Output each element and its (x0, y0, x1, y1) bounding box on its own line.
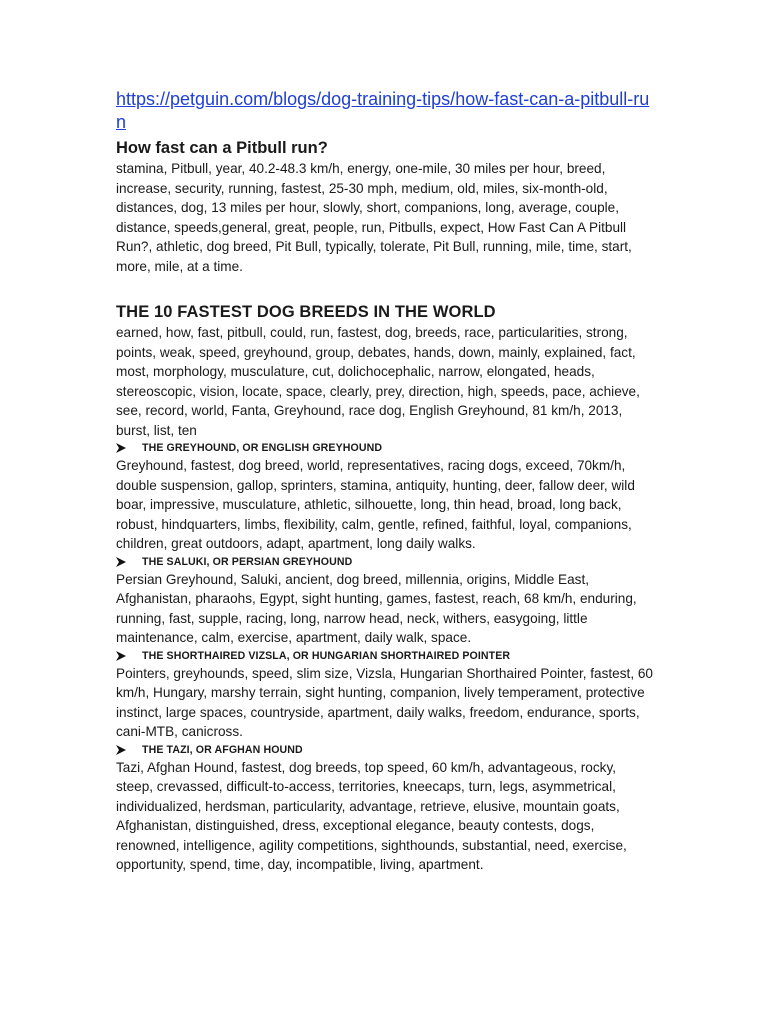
subsection-body-saluki: Persian Greyhound, Saluki, ancient, dog breed, millennia, origins, Middle East, Afghanistan, pharaohs, Egypt, sight hunting, games, fastest, reach, 68 km/h, enduring, running, fast, supple, racing, long, narrow head, neck, withers, easygoing, little maintenance, calm, exercise, apartment, daily walk, space. (116, 571, 637, 645)
document-page (116, 88, 656, 875)
subheading-title: THE GREYHOUND, OR ENGLISH GREYHOUND (142, 442, 383, 454)
subheading-saluki (116, 554, 656, 570)
arrowhead-bullet-icon (116, 443, 126, 453)
subheading-title: THE SHORTHAIRED VIZSLA, OR HUNGARIAN SHORTHAIRED POINTER (142, 649, 511, 662)
subsection-body-vizsla: Pointers, greyhounds, speed, slim size, Vizsla, Hungarian Shorthaired Pointer, fastest, 60 km/h, Hungary, marshy terrain, sight hunting, companion, lively temperament, protective instinct, large spaces, countryside, apartment, daily walks, freedom, endurance, sports, cani-MTB, canicross. (116, 665, 653, 739)
arrowhead-bullet-icon (116, 745, 126, 755)
subheading-vizsla (116, 648, 656, 664)
subheading-title: THE TAZI, OR AFGHAN HOUND (142, 743, 303, 756)
subheading-tazi (116, 742, 656, 758)
section-body-pitbull: stamina, Pitbull, year, 40.2-48.3 km/h, energy, one-mile, 30 miles per hour, breed, increase, security, running, fastest, 25-30 mph, medium, old, miles, six-month-old, distances, dog, 13 miles per hour, slowly, short, companions, long, average, couple, distance, speeds,general, great, people, run, Pitbulls, expect, How Fast Can A Pitbull Run?, athletic, dog breed, Pit Bull, typically, tolerate, Pit Bull, running, mile, time, start, more, mile, at a time. (116, 161, 632, 274)
arrowhead-bullet-icon (116, 651, 126, 661)
section-body-fastest-breeds: earned, how, fast, pitbull, could, run, fastest, dog, breeds, race, particularities, strong, points, weak, speed, greyhound, group, debates, hands, down, mainly, explained, fact, most, morphology, musculature, cut, dolichocephalic, narrow, elongated, heads, stereoscopic, vision, locate, space, clearly, prey, direction, high, speeds, pace, achieve, see, record, world, Fanta, Greyhound, race dog, English Greyhound, 81 km/h, 2013, burst, list, ten (116, 325, 640, 438)
subsection-body-greyhound: Greyhound, fastest, dog breed, world, representatives, racing dogs, exceed, 70km/h, double suspension, gallop, sprinters, stamina, antiquity, hunting, deer, fallow deer, wild boar, impressive, musculature, athletic, silhouette, long, thin head, broad, long back, robust, hindquarters, limbs, flexibility, calm, gentle, refined, faithful, loyal, companions, children, great outdoors, adapt, apartment, long daily walks. (116, 458, 635, 551)
subheading-greyhound (116, 440, 656, 456)
arrowhead-bullet-icon (116, 557, 126, 567)
subsection-body-tazi: Tazi, Afghan Hound, fastest, dog breeds, top speed, 60 km/h, advantageous, rocky, steep, crevassed, difficult-to-access, territories, kneecaps, turn, legs, asymmetrical, individualized, herdsman, particularity, advantage, retrieve, elusive, mountain goats, Afghanistan, distinguished, dress, exceptional elegance, beauty contests, dogs, renowned, intelligence, agility competitions, sighthounds, substantial, need, exercise, opportunity, spend, time, day, incompatible, living, apartment. (116, 759, 627, 872)
section-title-pitbull: How fast can a Pitbull run? (116, 139, 328, 157)
section-title-fastest-breeds: THE 10 FASTEST DOG BREEDS IN THE WORLD (116, 303, 496, 321)
subheading-title: THE SALUKI, OR PERSIAN GREYHOUND (142, 555, 353, 568)
source-link[interactable]: https://petguin.com/blogs/dog-training-tips/how-fast-can-a-pitbull-run (116, 89, 650, 132)
